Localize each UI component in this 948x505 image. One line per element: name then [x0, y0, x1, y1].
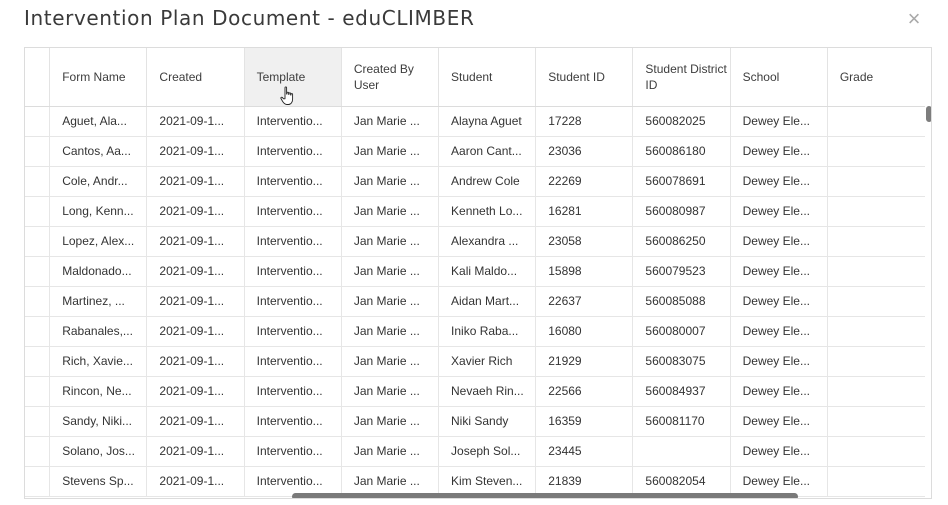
cell-created-by-user: Jan Marie ...: [342, 347, 439, 376]
cell-created: 2021-09-1...: [147, 347, 244, 376]
cell-created-by-user: Jan Marie ...: [342, 377, 439, 406]
row-select-cell[interactable]: [25, 107, 50, 136]
cell-school: Dewey Ele...: [731, 197, 828, 226]
cell-school: Dewey Ele...: [731, 377, 828, 406]
cell-student-id: 23058: [536, 227, 633, 256]
cell-student: Alayna Aguet: [439, 107, 536, 136]
cell-template: Interventio...: [245, 227, 342, 256]
cell-school: Dewey Ele...: [731, 287, 828, 316]
cell-grade: [828, 467, 925, 496]
grid-header: [25, 48, 925, 107]
cell-student-id: 15898: [536, 257, 633, 286]
table-row[interactable]: [25, 407, 925, 437]
cell-created-by-user: Jan Marie ...: [342, 167, 439, 196]
cell-grade: [828, 377, 925, 406]
cell-student: Kim Steven...: [439, 467, 536, 496]
hand-pointer-icon: [280, 86, 296, 106]
cell-school: Dewey Ele...: [731, 137, 828, 166]
cell-school: Dewey Ele...: [731, 347, 828, 376]
cell-student-district-id: 560083075: [633, 347, 730, 376]
header-created-by-user[interactable]: Created By User: [342, 48, 439, 106]
cell-student-id: 21929: [536, 347, 633, 376]
cell-student-id: 23036: [536, 137, 633, 166]
cell-template: Interventio...: [245, 407, 342, 436]
header-select-column[interactable]: [25, 48, 50, 106]
cell-created-by-user: Jan Marie ...: [342, 197, 439, 226]
cell-grade: [828, 347, 925, 376]
cell-school: Dewey Ele...: [731, 467, 828, 496]
cell-template: Interventio...: [245, 437, 342, 466]
header-student-district-id[interactable]: Student District ID: [633, 48, 730, 106]
cell-student: Andrew Cole: [439, 167, 536, 196]
cell-student: Xavier Rich: [439, 347, 536, 376]
cell-student-district-id: 560086250: [633, 227, 730, 256]
cell-student-district-id: 560080987: [633, 197, 730, 226]
row-select-cell[interactable]: [25, 317, 50, 346]
row-select-cell[interactable]: [25, 197, 50, 226]
row-select-cell[interactable]: [25, 287, 50, 316]
cell-school: Dewey Ele...: [731, 107, 828, 136]
row-select-cell[interactable]: [25, 377, 50, 406]
cell-grade: [828, 107, 925, 136]
cell-form-name: Long, Kenn...: [50, 197, 147, 226]
cell-grade: [828, 407, 925, 436]
cell-grade: [828, 257, 925, 286]
row-select-cell[interactable]: [25, 257, 50, 286]
cell-created: 2021-09-1...: [147, 437, 244, 466]
cell-student-district-id: 560085088: [633, 287, 730, 316]
cell-created: 2021-09-1...: [147, 227, 244, 256]
cell-student: Niki Sandy: [439, 407, 536, 436]
cell-student-district-id: 560082025: [633, 107, 730, 136]
cell-student-id: 16281: [536, 197, 633, 226]
cell-created-by-user: Jan Marie ...: [342, 287, 439, 316]
cell-student-id: 22637: [536, 287, 633, 316]
row-select-cell[interactable]: [25, 467, 50, 496]
cell-template: Interventio...: [245, 287, 342, 316]
cell-grade: [828, 167, 925, 196]
cell-created: 2021-09-1...: [147, 407, 244, 436]
cell-student-district-id: 560080007: [633, 317, 730, 346]
cell-created: 2021-09-1...: [147, 317, 244, 346]
cell-created-by-user: Jan Marie ...: [342, 257, 439, 286]
table-row[interactable]: [25, 257, 925, 287]
cell-student-district-id: 560081170: [633, 407, 730, 436]
cell-grade: [828, 437, 925, 466]
cell-student-district-id: 560082054: [633, 467, 730, 496]
header-school[interactable]: School: [731, 48, 828, 106]
cell-student: Alexandra ...: [439, 227, 536, 256]
cell-template: Interventio...: [245, 317, 342, 346]
cell-created-by-user: Jan Marie ...: [342, 467, 439, 496]
cell-form-name: Stevens Sp...: [50, 467, 147, 496]
cell-created: 2021-09-1...: [147, 467, 244, 496]
table-row[interactable]: [25, 107, 925, 137]
table-row[interactable]: [25, 377, 925, 407]
dialog-title: Intervention Plan Document - eduCLIMBER: [24, 6, 475, 30]
cell-student-id: 22269: [536, 167, 633, 196]
cell-school: Dewey Ele...: [731, 437, 828, 466]
cell-created-by-user: Jan Marie ...: [342, 227, 439, 256]
cell-created: 2021-09-1...: [147, 137, 244, 166]
cell-school: Dewey Ele...: [731, 227, 828, 256]
cell-student: Kali Maldo...: [439, 257, 536, 286]
table-row[interactable]: [25, 167, 925, 197]
cell-created-by-user: Jan Marie ...: [342, 107, 439, 136]
cell-form-name: Rabanales,...: [50, 317, 147, 346]
cell-form-name: Sandy, Niki...: [50, 407, 147, 436]
cell-grade: [828, 317, 925, 346]
cell-template: Interventio...: [245, 467, 342, 496]
cell-student: Aaron Cant...: [439, 137, 536, 166]
table-row[interactable]: [25, 437, 925, 467]
cell-template: Interventio...: [245, 377, 342, 406]
row-select-cell[interactable]: [25, 347, 50, 376]
cell-form-name: Cole, Andr...: [50, 167, 147, 196]
header-student-id[interactable]: Student ID: [536, 48, 633, 106]
header-grade[interactable]: Grade: [839, 70, 874, 84]
cell-student-id: 16080: [536, 317, 633, 346]
cell-form-name: Rincon, Ne...: [50, 377, 147, 406]
cell-school: Dewey Ele...: [731, 407, 828, 436]
grid-body: [25, 107, 925, 497]
row-select-cell[interactable]: [25, 137, 50, 166]
table-row[interactable]: [25, 197, 925, 227]
cell-grade: [828, 227, 925, 256]
cell-created-by-user: Jan Marie ...: [342, 407, 439, 436]
cell-student: Joseph Sol...: [439, 437, 536, 466]
cell-grade: [828, 197, 925, 226]
cell-template: Interventio...: [245, 137, 342, 166]
cell-student-id: 23445: [536, 437, 633, 466]
header-student[interactable]: Student: [439, 48, 536, 106]
horizontal-scrollbar[interactable]: [292, 493, 798, 499]
cell-school: Dewey Ele...: [731, 257, 828, 286]
cell-template: Interventio...: [245, 197, 342, 226]
table-row[interactable]: [25, 287, 925, 317]
cell-created: 2021-09-1...: [147, 167, 244, 196]
header-template[interactable]: Template: [245, 48, 342, 106]
cell-form-name: Maldonado...: [50, 257, 147, 286]
cell-student-district-id: 560079523: [633, 257, 730, 286]
cell-form-name: Solano, Jos...: [50, 437, 147, 466]
row-select-cell[interactable]: [25, 437, 50, 466]
cell-form-name: Lopez, Alex...: [50, 227, 147, 256]
cell-created-by-user: Jan Marie ...: [342, 137, 439, 166]
close-icon[interactable]: ×: [907, 6, 921, 31]
cell-student-district-id: 560086180: [633, 137, 730, 166]
cell-student-district-id: [633, 437, 730, 466]
header-form-name[interactable]: Form Name: [50, 48, 147, 106]
table-row[interactable]: [25, 227, 925, 257]
cell-student: Kenneth Lo...: [439, 197, 536, 226]
cell-template: Interventio...: [245, 347, 342, 376]
cell-grade: [828, 137, 925, 166]
cell-form-name: Cantos, Aa...: [50, 137, 147, 166]
cell-student-id: 22566: [536, 377, 633, 406]
cell-created: 2021-09-1...: [147, 287, 244, 316]
cell-grade: [828, 287, 925, 316]
cell-created-by-user: Jan Marie ...: [342, 437, 439, 466]
row-select-cell[interactable]: [25, 227, 50, 256]
cell-student: Nevaeh Rin...: [439, 377, 536, 406]
table-row[interactable]: [25, 347, 925, 377]
cell-student-id: 21839: [536, 467, 633, 496]
row-select-cell[interactable]: [25, 407, 50, 436]
cell-created-by-user: Jan Marie ...: [342, 317, 439, 346]
cell-form-name: Martinez, ...: [50, 287, 147, 316]
cell-school: Dewey Ele...: [731, 167, 828, 196]
cell-template: Interventio...: [245, 107, 342, 136]
cell-form-name: Rich, Xavie...: [50, 347, 147, 376]
data-grid: [24, 47, 932, 499]
vertical-scrollbar[interactable]: [926, 106, 932, 122]
table-row[interactable]: [25, 137, 925, 167]
cell-template: Interventio...: [245, 257, 342, 286]
cell-created: 2021-09-1...: [147, 377, 244, 406]
cell-created: 2021-09-1...: [147, 107, 244, 136]
cell-student: Aidan Mart...: [439, 287, 536, 316]
cell-student-id: 16359: [536, 407, 633, 436]
cell-student-district-id: 560084937: [633, 377, 730, 406]
cell-form-name: Aguet, Ala...: [50, 107, 147, 136]
cell-school: Dewey Ele...: [731, 317, 828, 346]
cell-template: Interventio...: [245, 167, 342, 196]
row-select-cell[interactable]: [25, 167, 50, 196]
cell-student-district-id: 560078691: [633, 167, 730, 196]
cell-student-id: 17228: [536, 107, 633, 136]
cell-student: Iniko Raba...: [439, 317, 536, 346]
header-created[interactable]: Created: [147, 48, 244, 106]
cell-created: 2021-09-1...: [147, 197, 244, 226]
cell-created: 2021-09-1...: [147, 257, 244, 286]
table-row[interactable]: [25, 317, 925, 347]
